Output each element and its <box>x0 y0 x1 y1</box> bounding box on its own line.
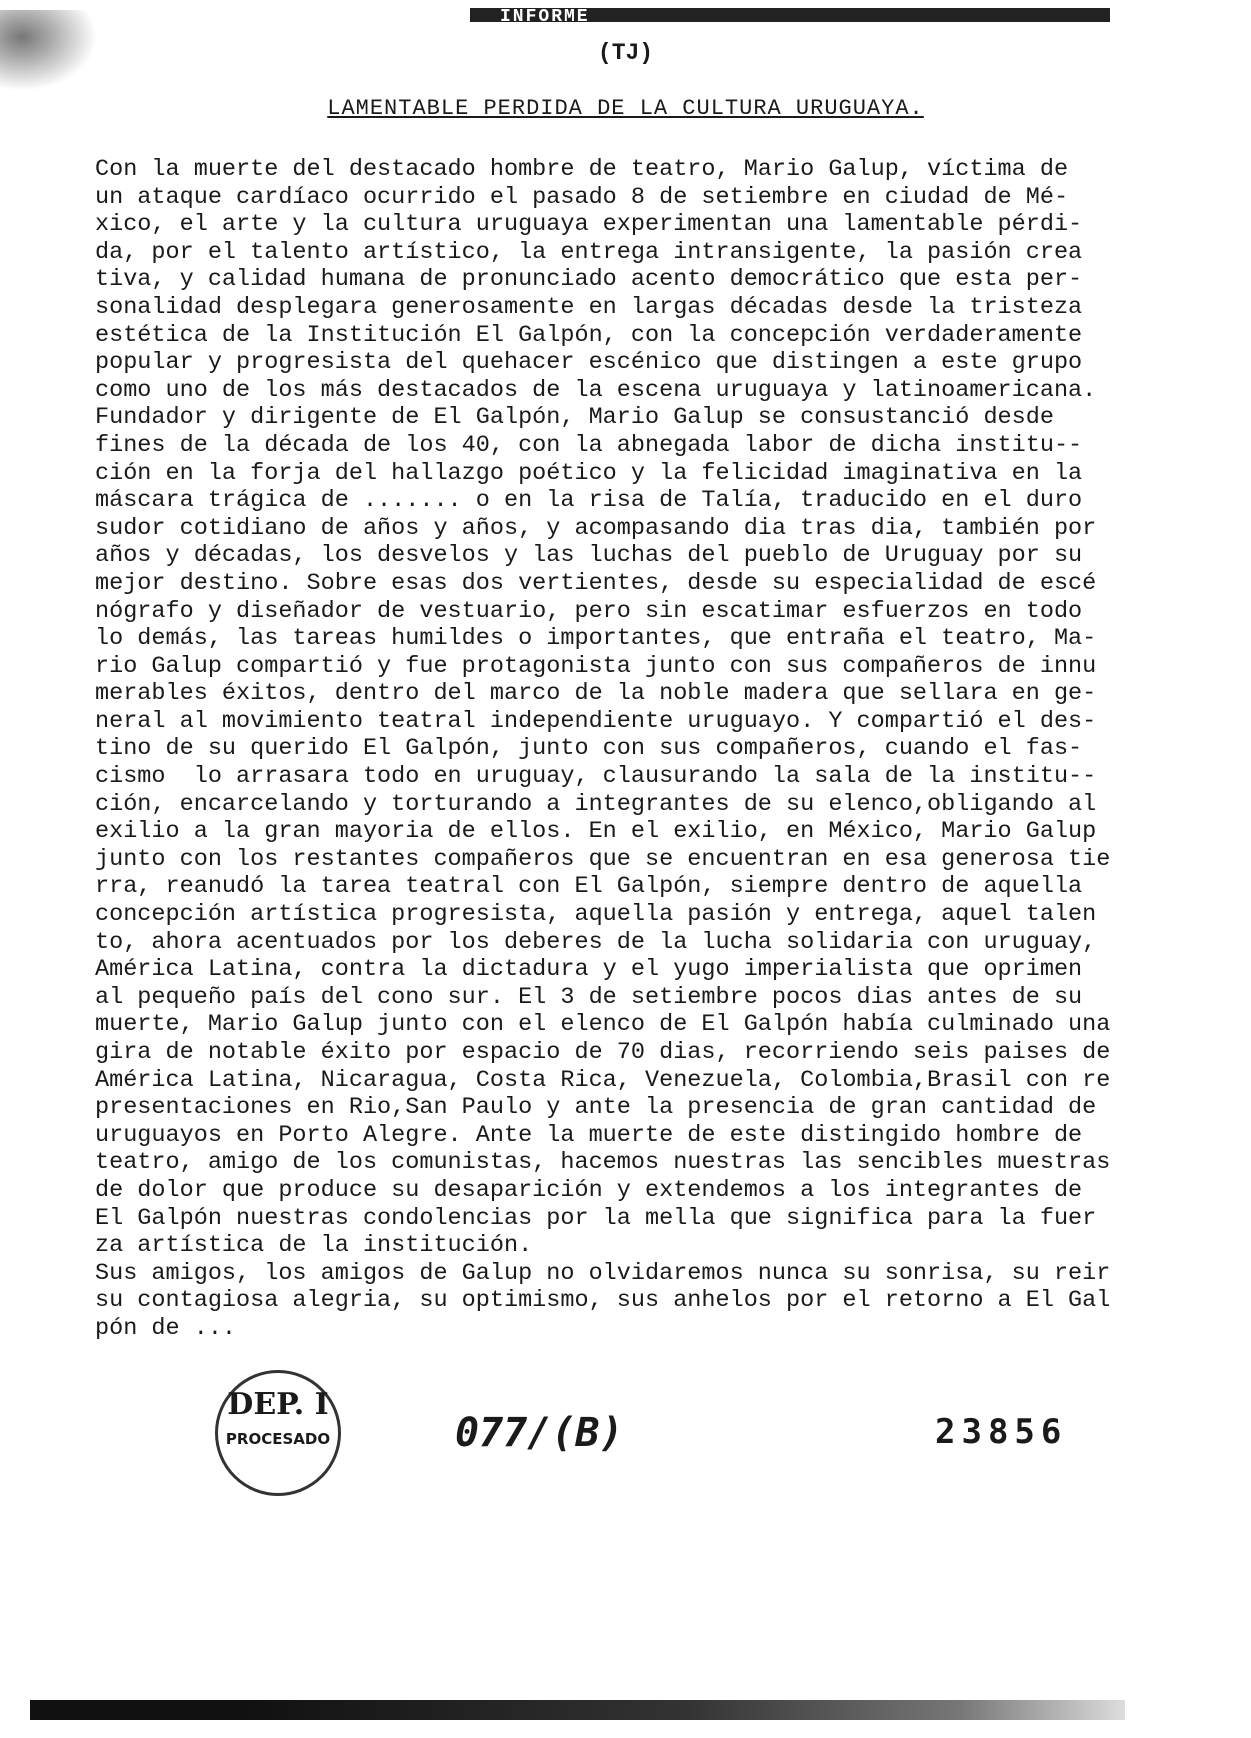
body-line: xico, el arte y la cultura uruguaya experimentan una lamentable pérdi- <box>95 211 1083 239</box>
body-line: tino de su querido El Galpón, junto con sus compañeros, cuando el fas- <box>95 735 1083 763</box>
body-line: merables éxitos, dentro del marco de la noble madera que sellara en ge- <box>95 680 1097 708</box>
body-line: América Latina, Nicaragua, Costa Rica, Venezuela, Colombia,Brasil con re <box>95 1066 1111 1094</box>
stamp-processed: PROCESADO <box>225 1430 331 1448</box>
body-line: estética de la Institución El Galpón, con la concepción verdaderamente <box>95 321 1083 349</box>
body-line: teatro, amigo de los comunistas, hacemos nuestras las sencibles muestras <box>95 1149 1111 1177</box>
body-line: ción en la forja del hallazgo poético y la felicidad imaginativa en la <box>95 459 1083 487</box>
body-line: Con la muerte del destacado hombre de teatro, Mario Galup, víctima de <box>95 156 1069 183</box>
body-line: El Galpón nuestras condolencias por la mella que significa para la fuer <box>95 1204 1097 1232</box>
body-line: máscara trágica de ....... o en la risa de Talía, traducido en el duro <box>95 487 1083 515</box>
body-line: un ataque cardíaco ocurrido el pasado 8 de setiembre en ciudad de Mé- <box>95 183 1069 211</box>
document-code: (TJ) <box>597 40 654 66</box>
body-line: de dolor que produce su desaparición y extendemos a los integrantes de <box>95 1176 1083 1204</box>
body-line: sonalidad desplegara generosamente en largas décadas desde la tristeza <box>95 293 1083 321</box>
body-line: años y décadas, los desvelos y las luchas del pueblo de Uruguay por su <box>95 542 1083 570</box>
body-line: cismo lo arrasara todo en uruguay, clausurando la sala de la institu-- <box>95 763 1097 791</box>
body-line: gira de notable éxito por espacio de 70 dias, recorriendo seis paises de <box>95 1039 1111 1066</box>
body-line: uruguayos en Porto Alegre. Ante la muerte de este distingido hombre de <box>95 1121 1083 1149</box>
body-line: junto con los restantes compañeros que se encuentran en esa generosa tie <box>95 845 1111 873</box>
body-line: tiva, y calidad humana de pronunciado acento democrático que esta per- <box>95 266 1083 294</box>
body-line: concepción artística progresista, aquella pasión y entrega, aquel talen <box>95 901 1097 929</box>
body-line: sudor cotidiano de años y años, y acompasando dia tras dia, también por <box>95 514 1097 542</box>
body-line: Sus amigos, los amigos de Galup no olvidaremos nunca su sonrisa, su reir <box>95 1259 1111 1287</box>
stamp-department: DEP. I <box>227 1387 329 1422</box>
bottom-scan-edge <box>30 1700 1125 1720</box>
body-line: muerte, Mario Galup junto con el elenco de El Galpón había culminado una <box>95 1011 1111 1039</box>
reference-code: 077/(B) <box>455 1410 624 1456</box>
body-line: ción, encarcelando y torturando a integrantes de su elenco,obligando al <box>95 790 1097 818</box>
document-number: 23856 <box>935 1412 1068 1452</box>
department-stamp <box>215 1370 341 1496</box>
top-header-text: INFORME <box>500 7 590 27</box>
body-line: lo demás, las tareas humildes o importantes, que entraña el teatro, Ma- <box>95 625 1097 653</box>
body-line: al pequeño país del cono sur. El 3 de setiembre pocos dias antes de su <box>95 983 1083 1011</box>
body-line: Fundador y dirigente de El Galpón, Mario Galup se consustanció desde <box>95 404 1054 432</box>
body-line: pón de ... <box>95 1314 237 1342</box>
top-redaction-bar <box>470 7 1110 27</box>
body-line: presentaciones en Rio,San Paulo y ante la presencia de gran cantidad de <box>95 1094 1097 1122</box>
body-line: rra, reanudó la tarea teatral con El Galpón, siempre dentro de aquella <box>95 873 1083 901</box>
body-line: América Latina, contra la dictadura y el yugo imperialista que oprimen <box>95 956 1083 984</box>
body-line: mejor destino. Sobre esas dos vertientes, desde su especialidad de escé <box>95 569 1097 597</box>
body-line: da, por el talento artístico, la entrega intransigente, la pasión crea <box>95 238 1083 266</box>
body-line: como uno de los más destacados de la escena uruguaya y latinoamericana. <box>95 376 1097 404</box>
document-title: LAMENTABLE PERDIDA DE LA CULTURA URUGUAYA. <box>327 96 924 121</box>
document-body <box>95 156 1135 1343</box>
body-line: exilio a la gran mayoria de ellos. En el exilio, en México, Mario Galup <box>95 818 1097 846</box>
body-line: fines de la década de los 40, con la abnegada labor de dicha institu-- <box>95 431 1083 459</box>
body-line: popular y progresista del quehacer escénico que distingen a este grupo <box>95 349 1083 377</box>
body-line: rio Galup compartió y fue protagonista junto con sus compañeros de innu <box>95 652 1097 680</box>
body-line: neral al movimiento teatral independiente uruguayo. Y compartió el des- <box>95 707 1097 735</box>
body-line: nógrafo y diseñador de vestuario, pero sin escatimar esfuerzos en todo <box>95 597 1083 625</box>
body-line: su contagiosa alegria, su optimismo, sus anhelos por el retorno a El Gal <box>95 1287 1111 1315</box>
body-line: za artística de la institución. <box>95 1232 533 1260</box>
body-line: to, ahora acentuados por los deberes de la lucha solidaria con uruguay, <box>95 928 1097 956</box>
